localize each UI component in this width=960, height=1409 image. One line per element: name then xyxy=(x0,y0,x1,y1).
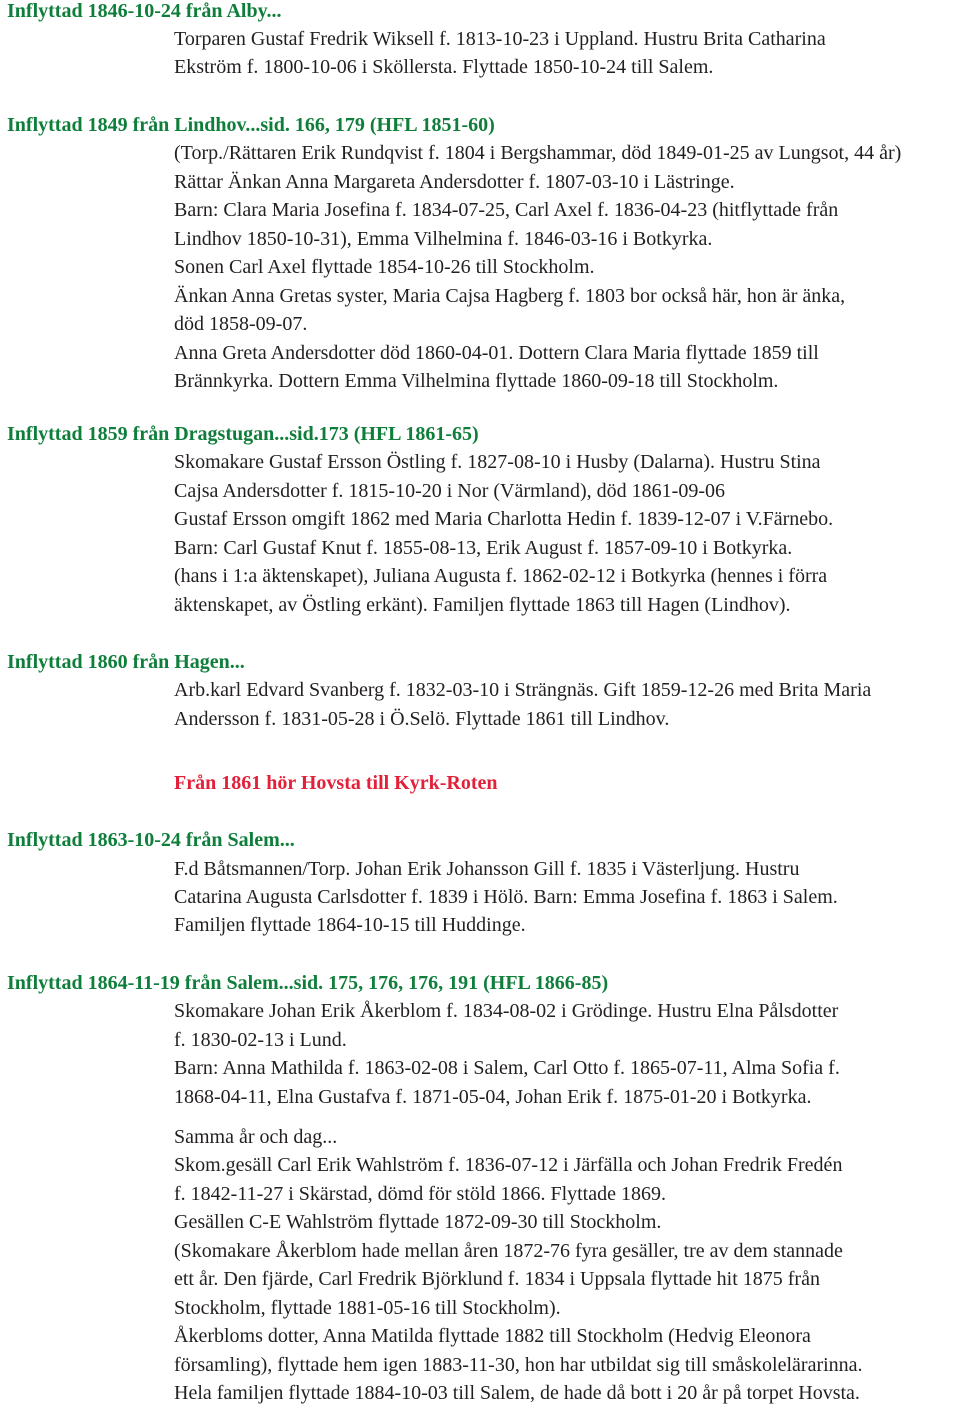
body-line: F.d Båtsmannen/Torp. Johan Erik Johansson Gill f. 1835 i Västerljung. Hustru xyxy=(174,858,800,880)
body-line: församling), flyttade hem igen 1883-11-30, hon har utbildat sig till småskolelärarinna. xyxy=(174,1354,863,1376)
section-heading-1863: Inflyttad 1863-10-24 från Salem... xyxy=(7,829,295,851)
body-line: (Skomakare Åkerblom hade mellan åren 1872-76 fyra gesäller, tre av dem stannade xyxy=(174,1240,843,1262)
section-heading-1849: Inflyttad 1849 från Lindhov...sid. 166, 179 (HFL 1851-60) xyxy=(7,114,495,136)
body-line: Lindhov 1850-10-31), Emma Vilhelmina f. 1846-03-16 i Botkyrka. xyxy=(174,228,713,250)
body-line: Skomakare Johan Erik Åkerblom f. 1834-08-02 i Grödinge. Hustru Elna Pålsdotter xyxy=(174,1000,839,1022)
red-note-kyrk-roten: Från 1861 hör Hovsta till Kyrk-Roten xyxy=(174,772,498,794)
body-line: Rättar Änkan Anna Margareta Andersdotter f. 1807-03-10 i Lästringe. xyxy=(174,171,735,193)
body-line: Gesällen C-E Wahlström flyttade 1872-09-30 till Stockholm. xyxy=(174,1211,662,1233)
body-line: Catarina Augusta Carlsdotter f. 1839 i Hölö. Barn: Emma Josefina f. 1863 i Salem. xyxy=(174,886,838,908)
body-line: Skomakare Gustaf Ersson Östling f. 1827-08-10 i Husby (Dalarna). Hustru Stina xyxy=(174,451,821,473)
body-line: 1868-04-11, Elna Gustafva f. 1871-05-04, Johan Erik f. 1875-01-20 i Botkyrka. xyxy=(174,1086,812,1108)
body-line: Ekström f. 1800-10-06 i Sköllersta. Flyttade 1850-10-24 till Salem. xyxy=(174,56,714,78)
body-line: Arb.karl Edvard Svanberg f. 1832-03-10 i Strängnäs. Gift 1859-12-26 med Brita Maria xyxy=(174,679,872,701)
body-line: äktenskapet, av Östling erkänt). Familjen flyttade 1863 till Hagen (Lindhov). xyxy=(174,594,791,616)
body-line: Skom.gesäll Carl Erik Wahlström f. 1836-07-12 i Järfälla och Johan Fredrik Fredén xyxy=(174,1154,843,1176)
body-line: Åkerbloms dotter, Anna Matilda flyttade 1882 till Stockholm (Hedvig Eleonora xyxy=(174,1325,811,1347)
body-line: Anna Greta Andersdotter död 1860-04-01. Dottern Clara Maria flyttade 1859 till xyxy=(174,342,819,364)
body-line: f. 1830-02-13 i Lund. xyxy=(174,1029,347,1051)
body-line: Stockholm, flyttade 1881-05-16 till Stockholm). xyxy=(174,1297,561,1319)
body-line: Barn: Carl Gustaf Knut f. 1855-08-13, Erik August f. 1857-09-10 i Botkyrka. xyxy=(174,537,793,559)
body-line: (hans i 1:a äktenskapet), Juliana Augusta f. 1862-02-12 i Botkyrka (hennes i förra xyxy=(174,565,828,587)
body-line: Andersson f. 1831-05-28 i Ö.Selö. Flyttade 1861 till Lindhov. xyxy=(174,708,670,730)
section-heading-1860: Inflyttad 1860 från Hagen... xyxy=(7,651,245,673)
section-heading-1864: Inflyttad 1864-11-19 från Salem...sid. 175, 176, 176, 191 (HFL 1866-85) xyxy=(7,972,609,994)
body-line: Brännkyrka. Dottern Emma Vilhelmina flyttade 1860-09-18 till Stockholm. xyxy=(174,370,779,392)
body-line: Samma år och dag... xyxy=(174,1126,338,1148)
body-line: Hela familjen flyttade 1884-10-03 till Salem, de hade då bott i 20 år på torpet Hovsta. xyxy=(174,1382,860,1404)
section-heading-1859: Inflyttad 1859 från Dragstugan...sid.173 (HFL 1861-65) xyxy=(7,423,479,445)
body-line: Barn: Clara Maria Josefina f. 1834-07-25, Carl Axel f. 1836-04-23 (hitflyttade från xyxy=(174,199,839,221)
body-line: Barn: Anna Mathilda f. 1863-02-08 i Salem, Carl Otto f. 1865-07-11, Alma Sofia f. xyxy=(174,1057,840,1079)
body-line: Torparen Gustaf Fredrik Wiksell f. 1813-10-23 i Uppland. Hustru Brita Catharina xyxy=(174,28,826,50)
body-line: Änkan Anna Gretas syster, Maria Cajsa Hagberg f. 1803 bor också här, hon är änka, xyxy=(174,285,846,307)
section-heading-1846: Inflyttad 1846-10-24 från Alby... xyxy=(7,0,282,22)
body-line: Familjen flyttade 1864-10-15 till Huddinge. xyxy=(174,914,526,936)
body-line: (Torp./Rättaren Erik Rundqvist f. 1804 i Bergshammar, död 1849-01-25 av Lungsot, 44 år) xyxy=(174,142,902,164)
body-line: Sonen Carl Axel flyttade 1854-10-26 till Stockholm. xyxy=(174,256,595,278)
body-line: ett år. Den fjärde, Carl Fredrik Björklund f. 1834 i Uppsala flyttade hit 1875 från xyxy=(174,1268,820,1290)
body-line: f. 1842-11-27 i Skärstad, dömd för stöld 1866. Flyttade 1869. xyxy=(174,1183,666,1205)
body-line: död 1858-09-07. xyxy=(174,313,308,335)
body-line: Gustaf Ersson omgift 1862 med Maria Charlotta Hedin f. 1839-12-07 i V.Färnebo. xyxy=(174,508,834,530)
body-line: Cajsa Andersdotter f. 1815-10-20 i Nor (Värmland), död 1861-09-06 xyxy=(174,480,725,502)
